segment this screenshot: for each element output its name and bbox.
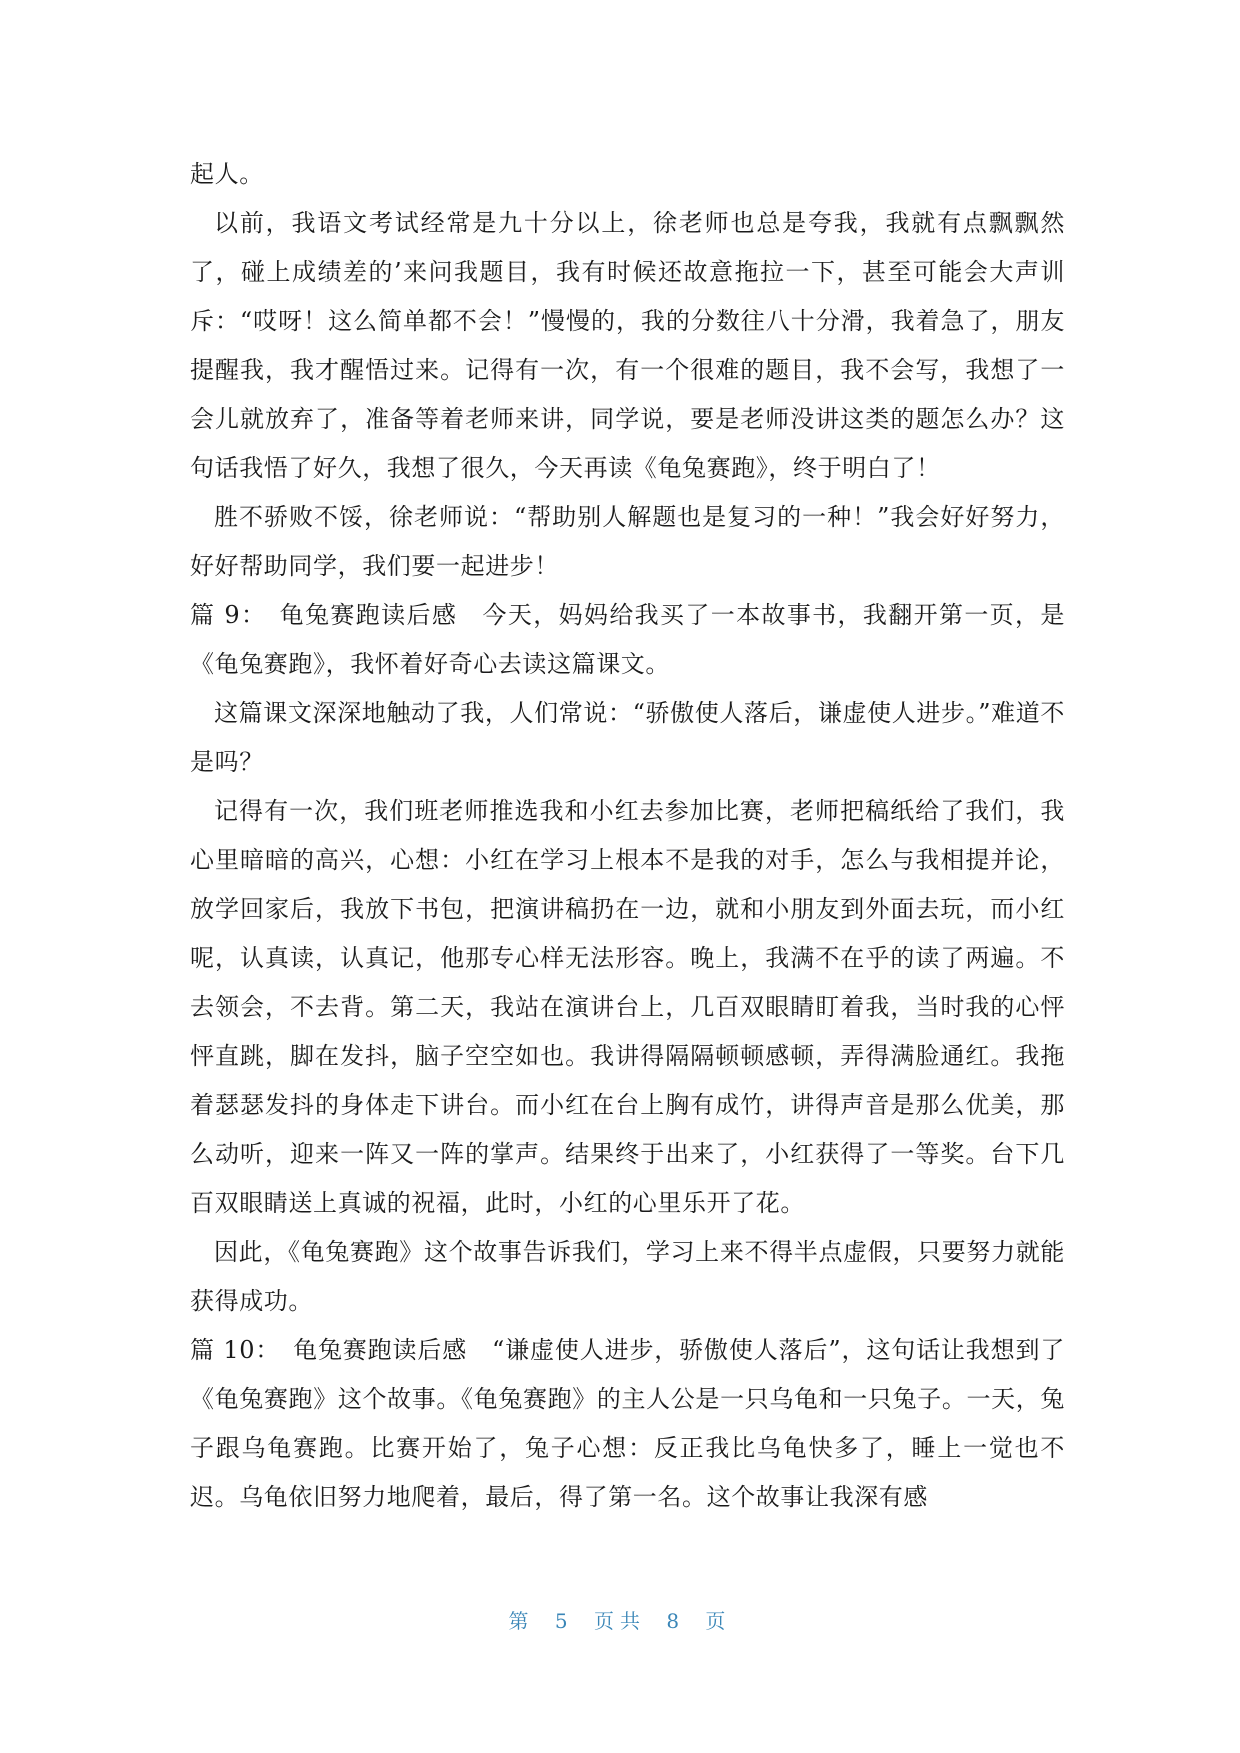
paragraph-8-article-10-start: 篇 10： 龟兔赛跑读后感 “谦虚使人进步，骄傲使人落后”，这句话让我想到了《龟兔赛跑》这个故事。《龟兔赛跑》的主人公是一只乌龟和一只兔子。一天，兔子跟乌龟赛跑。比赛开始了，兔子心想：反正我比乌龟快多了，睡上一觉也不迟。乌龟依旧努力地爬着，最后，得了第一名。这个故事让我深有感 [190,1336,1065,1511]
paragraph-4-article-9-start: 篇 9： 龟兔赛跑读后感 今天，妈妈给我买了一本故事书，我翻开第一页，是《龟兔赛跑》，我怀着好奇心去读这篇课文。 [190,601,1065,678]
paragraph-6: 记得有一次，我们班老师推选我和小红去参加比赛，老师把稿纸给了我们，我心里暗暗的高兴，心想：小红在学习上根本不是我的对手，怎么与我相提并论，放学回家后，我放下书包，把演讲稿扔在一边，就和小朋友到外面去玩，而小红呢，认真读，认真记，他那专心样无法形容。晚上，我满不在乎的读了两遍。不去领会，不去背。第二天，我站在演讲台上，几百双眼睛盯着我，当时我的心怦怦直跳，脚在发抖，脑子空空如也。我讲得隔隔顿顿感顿，弄得满脸通红。我拖着瑟瑟发抖的身体走下讲台。而小红在台上胸有成竹，讲得声音是那么优美，那么动听，迎来一阵又一阵的掌声。结果终于出来了，小红获得了一等奖。台下几百双眼睛送上真诚的祝福，此时，小红的心里乐开了花。 [190,797,1065,1217]
paragraph-7: 因此，《龟兔赛跑》这个故事告诉我们，学习上来不得半点虚假，只要努力就能获得成功。 [190,1238,1065,1315]
paragraph-5: 这篇课文深深地触动了我，人们常说：“骄傲使人落后，谦虚使人进步。”难道不是吗？ [190,699,1065,776]
paragraph-2: 以前，我语文考试经常是九十分以上，徐老师也总是夸我，我就有点飘飘然了，碰上成绩差的’来问我题目，我有时候还故意拖拉一下，甚至可能会大声训斥：“哎呀！这么简单都不会！”慢慢的，我的分数往八十分滑，我着急了，朋友提醒我，我才醒悟过来。记得有一次，有一个很难的题目，我不会写，我想了一会儿就放弃了，准备等着老师来讲，同学说，要是老师没讲这类的题怎么办？这句话我悟了好久，我想了很久，今天再读《龟兔赛跑》，终于明白了！ [190,209,1065,482]
paragraph-3: 胜不骄败不馁，徐老师说：“帮助别人解题也是复习的一种！”我会好好努力，好好帮助同学，我们要一起进步！ [190,503,1065,580]
paragraph-1: 起人。 [190,160,264,188]
page-footer: 第 5 页共 8 页 [508,1609,732,1633]
body-text [190,150,1065,1522]
